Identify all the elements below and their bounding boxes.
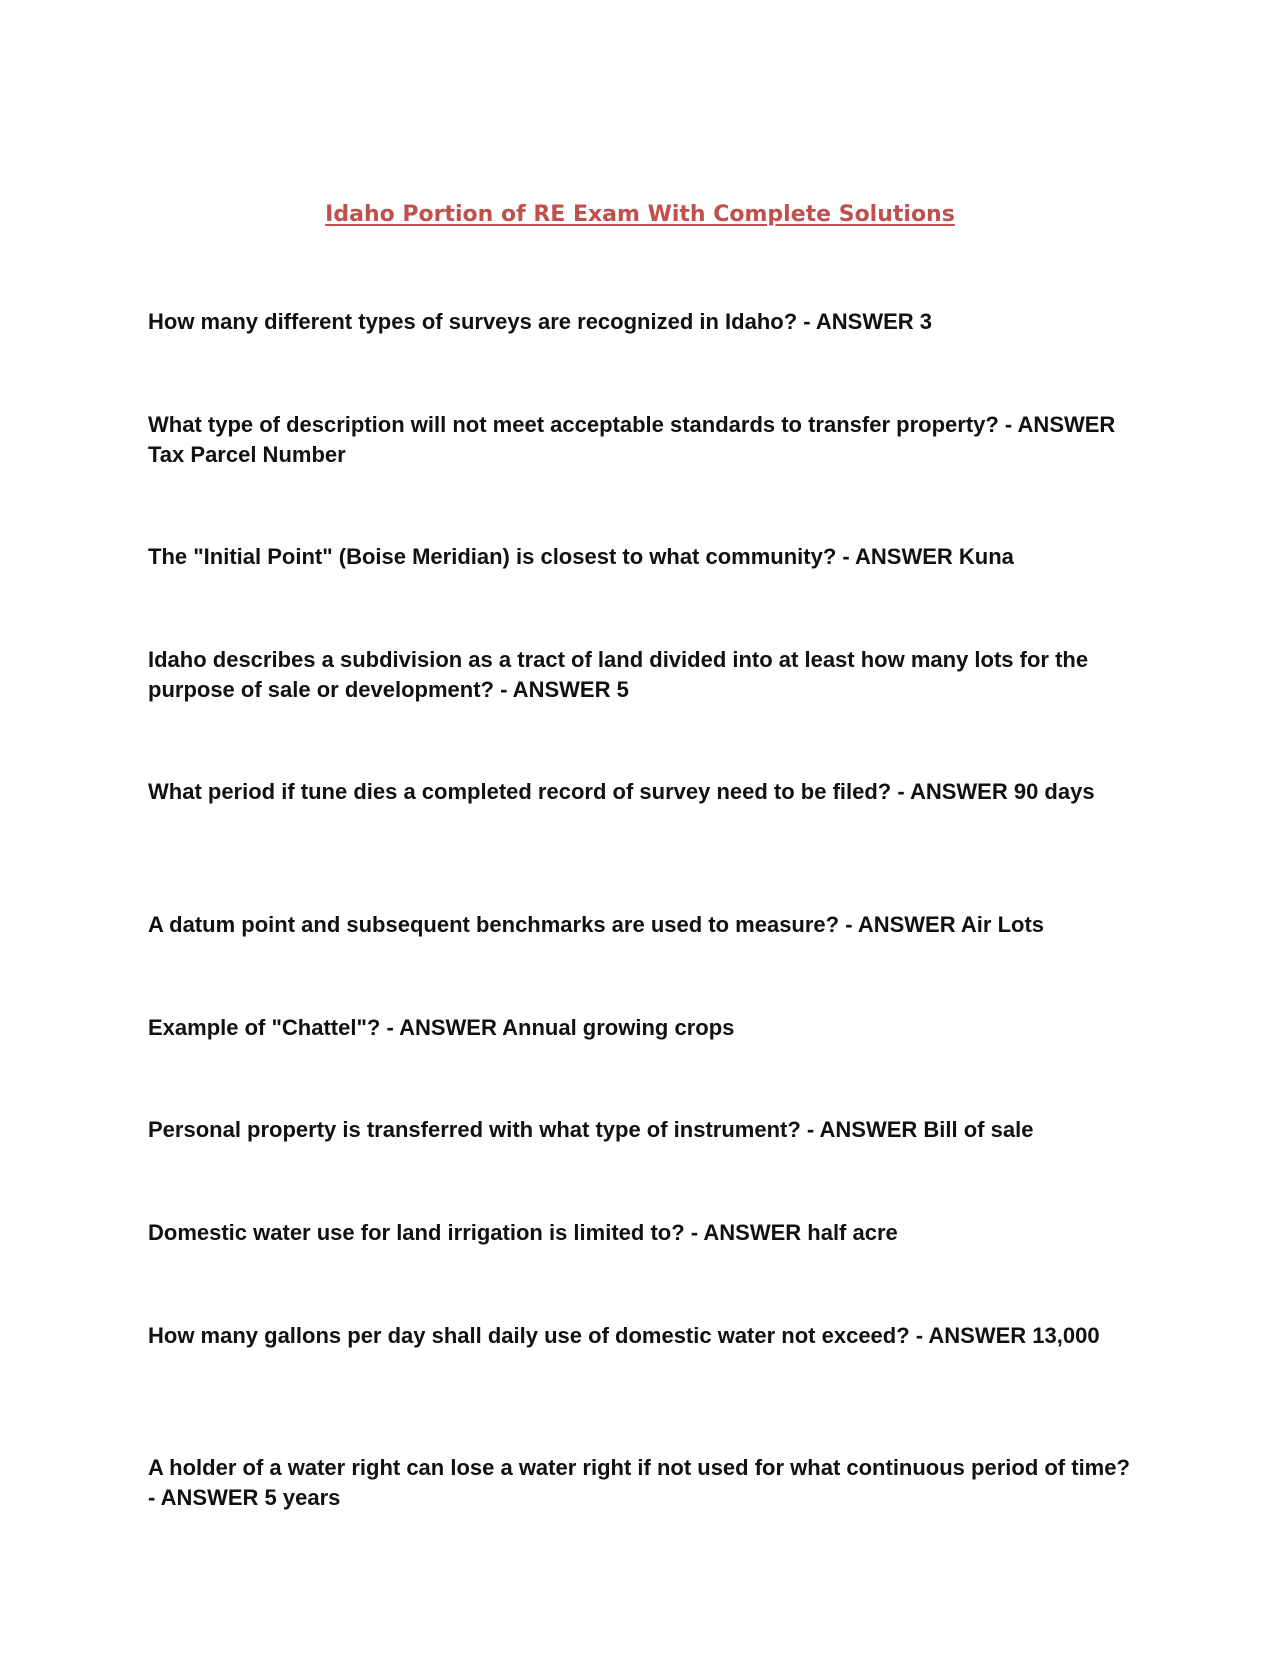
qa-item-2: What type of description will not meet acceptable standards to transfer property? - ANSWER Tax Parcel Number: [148, 412, 1116, 467]
qa-item-9: Domestic water use for land irrigation is limited to? - ANSWER half acre: [148, 1220, 898, 1245]
document-title: Idaho Portion of RE Exam With Complete Solutions: [325, 202, 955, 227]
qa-item-6: A datum point and subsequent benchmarks are used to measure? - ANSWER Air Lots: [148, 912, 1045, 937]
qa-item-10: How many gallons per day shall daily use of domestic water not exceed? - ANSWER 13,000: [148, 1323, 1100, 1348]
qa-item-4: Idaho describes a subdivision as a tract of land divided into at least how many lots for the purpose of sale or development? - ANSWER 5: [148, 647, 1089, 702]
qa-item-5: What period if tune dies a completed record of survey need to be filed? - ANSWER 90 days: [148, 779, 1095, 804]
qa-item-1: How many different types of surveys are recognized in Idaho? - ANSWER 3: [148, 309, 933, 334]
qa-item-8: Personal property is transferred with what type of instrument? - ANSWER Bill of sale: [148, 1117, 1034, 1142]
qa-item-7: Example of "Chattel"? - ANSWER Annual growing crops: [148, 1015, 735, 1040]
qa-item-11: A holder of a water right can lose a water right if not used for what continuous period of time? - ANSWER 5 years: [148, 1455, 1130, 1510]
qa-item-3: The "Initial Point" (Boise Meridian) is closest to what community? - ANSWER Kuna: [148, 544, 1014, 569]
